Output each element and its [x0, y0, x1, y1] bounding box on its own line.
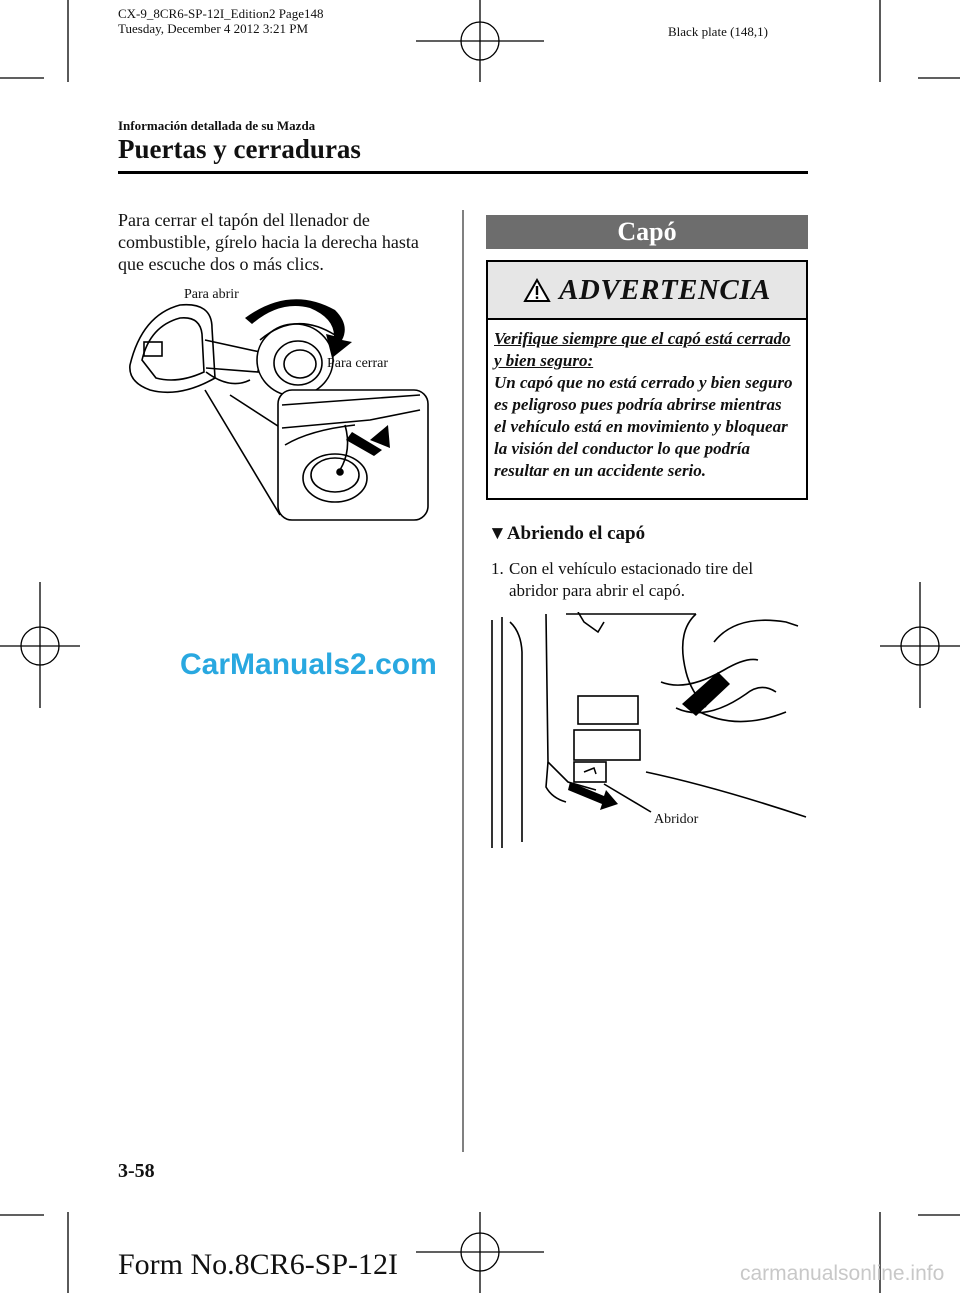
step-text: Con el vehículo estacionado tire del abridor para abrir el capó. [509, 559, 754, 600]
warning-header [488, 262, 806, 320]
triangle-marker-icon: ▼ [488, 523, 507, 544]
plate-info: Black plate (148,1) [668, 24, 768, 39]
section-bar-capo: Capó [486, 215, 808, 249]
fuel-cap-paragraph: Para cerrar el tapón del llenador de combustible, gírelo hacia la derecha hasta que escuche dos o más clics. [118, 210, 419, 274]
subheading-text: Abriendo el capó [506, 523, 646, 544]
warning-text: Un capó que no está cerrado y bien seguro es peligroso pues podría abrirse mientras el vehículo está en movimiento y bloquear la visión del conductor lo que podría resultar en un accidente serio. [494, 373, 793, 480]
label-para-cerrar: Para cerrar [327, 356, 389, 371]
label-para-abrir: Para abrir [184, 287, 239, 302]
step-number: 1. [491, 559, 504, 578]
section-subtitle: Información detallada de su Mazda [118, 118, 316, 133]
label-abridor: Abridor [654, 812, 699, 827]
form-number: Form No.8CR6-SP-12I [118, 1248, 399, 1281]
page-title: Puertas y cerraduras [118, 134, 361, 164]
page-number: 3-58 [118, 1160, 155, 1182]
print-file-info: CX-9_8CR6-SP-12I_Edition2 Page148 [118, 6, 324, 21]
warning-emphasis: Verifique siempre que el capó está cerrado y bien seguro: [494, 329, 791, 370]
warning-triangle-icon [523, 278, 551, 303]
watermark-carmanuals: CarManuals2.com [180, 648, 437, 681]
watermark-carmanualsonline: carmanualsonline.info [740, 1262, 945, 1285]
warning-title: ADVERTENCIA [559, 273, 771, 306]
print-date-info: Tuesday, December 4 2012 3:21 PM [118, 21, 309, 36]
subheading-abriendo-capo [488, 523, 645, 545]
hood-release-illustration [486, 612, 808, 850]
warning-box [486, 260, 808, 500]
warning-body [488, 320, 806, 492]
fuel-cap-illustration [120, 280, 435, 525]
